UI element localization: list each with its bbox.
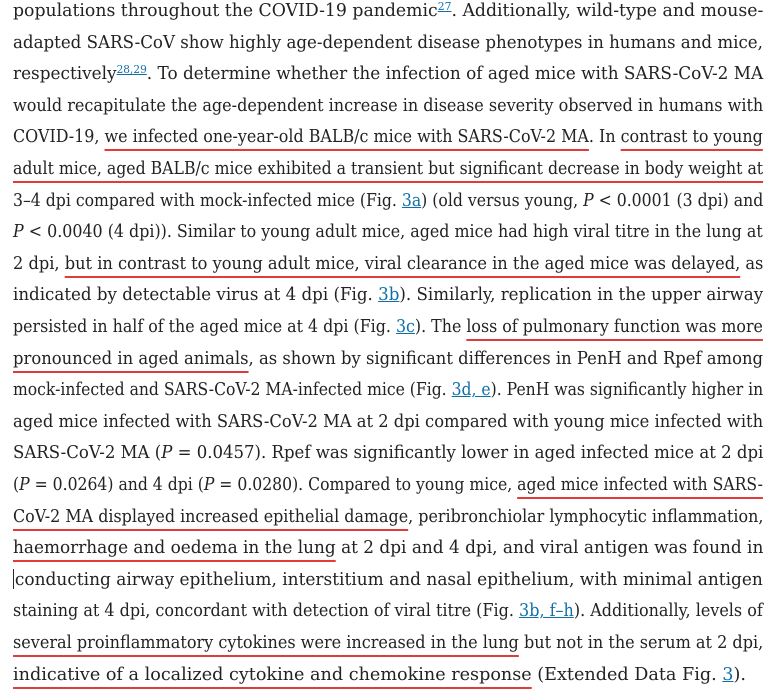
text-span: (Extended Data Fig. <box>531 664 723 685</box>
text-span: aged mice infected with SARS-CoV-2 MA at 2 dpi compared with young mice infected with <box>13 411 764 432</box>
text-line <box>13 474 763 496</box>
text-line <box>13 158 763 180</box>
text-span: , as shown by significant differences in PenH and Rpef among <box>248 348 764 369</box>
text-span: respectively <box>13 64 117 85</box>
citation-link[interactable]: 27 <box>437 0 452 13</box>
text-line <box>13 379 763 401</box>
text-line <box>13 600 763 622</box>
text-span: ( <box>13 475 20 495</box>
text-span: < 0.0040 (4 dpi)). Similar to young adult mice, aged mice had high viral titre in the lung at <box>23 222 763 243</box>
text-span: would recapitulate the age-dependent increase in disease severity observed in humans with <box>13 95 764 116</box>
underlined-highlight: contrast to young <box>620 127 763 148</box>
text-span: . Additionally, wild-type and mouse- <box>451 1 764 21</box>
italic-variable: P <box>161 443 173 464</box>
underlined-highlight: loss of pulmonary function was more <box>466 317 763 337</box>
text-span: 2 dpi, <box>13 253 65 274</box>
text-span: persisted in half of the aged mice at 4 dpi (Fig. <box>13 317 396 337</box>
text-line <box>13 221 763 243</box>
underlined-highlight: but in contrast to young adult mice, viral clearance in the aged mice was delayed, <box>64 253 741 274</box>
text-span: mock-infected and SARS-CoV-2 MA-infected mice (Fig. <box>13 380 452 401</box>
citation-superscript <box>438 0 452 13</box>
text-span: SARS-CoV-2 MA ( <box>13 443 162 464</box>
text-line <box>13 32 763 54</box>
text-cursor <box>13 569 14 589</box>
italic-variable: P <box>13 222 24 243</box>
italic-variable: P <box>19 475 30 495</box>
text-line <box>13 126 763 148</box>
figure-link[interactable]: 3a <box>401 190 422 211</box>
underlined-highlight: pronounced in aged animals <box>13 348 249 369</box>
text-span: at 2 dpi and 4 dpi, and viral antigen was found in <box>335 538 764 559</box>
text-span: but not in the serum at 2 dpi, <box>518 633 764 653</box>
text-span: conducting airway epithelium, interstitium and nasal epithelium, with minimal antigen <box>14 569 763 590</box>
text-span: as <box>740 253 764 274</box>
text-span: = 0.0457). Rpef was significantly lower in aged infected mice at 2 dpi <box>172 443 764 464</box>
text-span: < 0.0001 (3 dpi) and <box>593 190 764 211</box>
figure-link[interactable]: 3b, f–h <box>519 601 574 622</box>
text-line <box>13 632 763 654</box>
text-line <box>13 537 763 559</box>
text-line <box>13 284 763 306</box>
figure-link[interactable]: 3b <box>378 285 400 306</box>
text-span: populations throughout the COVID-19 pandemic <box>13 1 438 21</box>
figure-link[interactable]: 3 <box>722 664 734 685</box>
underlined-highlight: adult mice, aged BALB/c mice exhibited a transient but significant decrease in body weight at <box>13 159 764 179</box>
underlined-highlight: several proinflammatory cytokines were increased in the lung <box>13 633 519 653</box>
text-span: ). PenH was significantly higher in <box>490 380 764 401</box>
text-line <box>13 95 763 117</box>
underlined-highlight: CoV-2 MA displayed increased epithelial damage <box>13 506 409 527</box>
text-line <box>13 316 763 338</box>
text-span: ). The <box>414 317 467 337</box>
text-line <box>13 411 763 433</box>
citation-link[interactable]: 28,29 <box>116 63 147 77</box>
text-line <box>13 0 763 22</box>
text-span: ). Additionally, levels of <box>573 601 763 622</box>
text-span: ). Similarly, replication in the upper airway <box>399 285 764 306</box>
text-line <box>13 253 763 275</box>
underlined-highlight: aged mice infected with SARS- <box>517 475 763 495</box>
text-span: COVID-19, <box>13 127 105 148</box>
text-span: 3–4 dpi compared with mock-infected mice (Fig. <box>13 190 402 211</box>
text-line <box>13 442 763 464</box>
text-line <box>13 664 746 686</box>
figure-link[interactable]: 3c <box>395 317 415 337</box>
text-span: ) (old versus young, <box>421 190 584 211</box>
text-line <box>13 506 763 528</box>
text-line <box>13 348 763 370</box>
text-span: ). <box>733 664 746 685</box>
underlined-highlight: haemorrhage and oedema in the lung <box>13 538 336 559</box>
text-span: . In <box>588 127 621 148</box>
figure-link[interactable]: 3d, e <box>451 380 491 401</box>
text-span: adapted SARS-CoV show highly age-dependent disease phenotypes in humans and mice, <box>13 32 763 53</box>
text-span: , peribronchiolar lymphocytic inflammation, <box>408 506 764 527</box>
italic-variable: P <box>583 190 594 211</box>
citation-superscript <box>117 63 147 76</box>
text-span: staining at 4 dpi, concordant with detection of viral titre (Fig. <box>13 601 520 622</box>
underlined-highlight: we infected one-year-old BALB/c mice with SARS-CoV-2 MA <box>104 127 589 148</box>
text-span: = 0.0264) and 4 dpi ( <box>29 475 204 495</box>
text-line <box>13 569 763 591</box>
underlined-highlight: indicative of a localized cytokine and chemokine response <box>13 664 532 685</box>
text-span: = 0.0280). Compared to young mice, <box>214 475 518 495</box>
text-line <box>13 63 763 85</box>
text-span: indicated by detectable virus at 4 dpi (Fig. <box>13 285 379 306</box>
text-span: . To determine whether the infection of aged mice with SARS-CoV-2 MA <box>146 64 764 85</box>
text-line <box>13 190 763 212</box>
italic-variable: P <box>203 475 215 495</box>
